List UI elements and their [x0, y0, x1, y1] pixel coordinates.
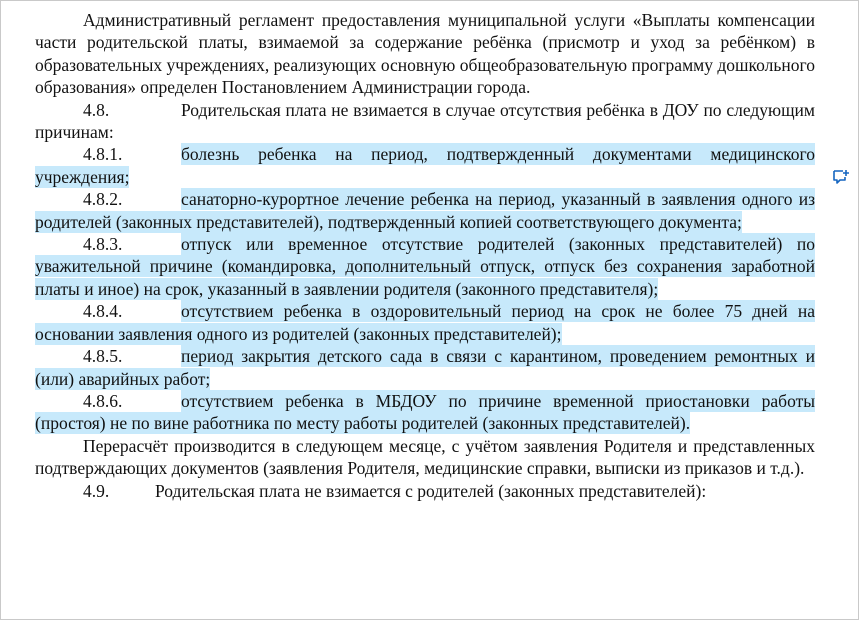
section-text: Родительская плата не взимается с родителей (законных представителей):	[155, 480, 707, 501]
highlighted-text: санаторно-курортное лечение ребенка на период, указанный в заявления одного из родителей (законных представителей), подтвержденный копией соответствующего документа;	[35, 189, 815, 232]
list-item-4-8-3[interactable]	[35, 233, 815, 300]
section-text: Родительская плата не взимается в случае отсутствия ребёнка в ДОУ по следующим причинам:	[35, 99, 815, 143]
highlighted-text: отпуск или временное отсутствие родителей (законных представителей) по уважительной причине (командировка, дополнительный отпуск, отпуск без сохранения заработной платы и иное) на срок, указанный в заявлении родителя (законного представителя);	[35, 234, 815, 299]
item-number: 4.8.5.	[83, 346, 123, 367]
item-number: 4.8.3.	[83, 234, 123, 255]
item-number: 4.8.1.	[83, 144, 123, 165]
item-number: 4.8.2.	[83, 189, 123, 210]
comment-add-icon[interactable]	[832, 169, 850, 185]
section-4-9	[35, 480, 815, 502]
document-page	[35, 9, 815, 502]
list-item-4-8-1[interactable]	[35, 143, 815, 188]
intro-paragraph: Административный регламент предоставления муниципальной услуги «Выплаты компенсации части родительской платы, взимаемой за содержание ребёнка (присмотр и уход за ребёнком) в образовательных учреждениях, реализующих основную общеобразовательную программу дошкольного образования» определен Постановлением Администрации города.	[35, 10, 815, 98]
section-4-8	[35, 99, 815, 144]
list-item-4-8-4[interactable]	[35, 300, 815, 345]
highlighted-text: отсутствием ребенка в оздоровительный период на срок не более 75 дней на основании заявления одного из родителей (законных представителей);	[35, 301, 815, 344]
highlighted-text: период закрытия детского сада в связи с карантином, проведением ремонтных и (или) аварийных работ;	[35, 346, 815, 389]
item-number: 4.8.4.	[83, 301, 123, 322]
list-item-4-8-2[interactable]	[35, 188, 815, 233]
item-number: 4.8.6.	[83, 390, 123, 411]
highlighted-text: болезнь ребенка на период, подтвержденный документами медицинского учреждения;	[35, 144, 815, 187]
list-item-4-8-5[interactable]	[35, 345, 815, 390]
highlighted-text: отсутствием ребенка в МБДОУ по причине временной приостановки работы (простоя) не по вине работника по месту работы родителей (законных представителей).	[35, 390, 815, 434]
list-item-4-8-6[interactable]	[35, 390, 815, 435]
section-number: 4.9.	[83, 480, 110, 501]
recalc-paragraph: Перерасчёт производится в следующем месяце, с учётом заявления Родителя и представленных подтверждающих документов (заявления Родителя, медицинские справки, выписки из приказов и т.д.).	[35, 435, 815, 479]
section-number: 4.8.	[83, 99, 110, 120]
